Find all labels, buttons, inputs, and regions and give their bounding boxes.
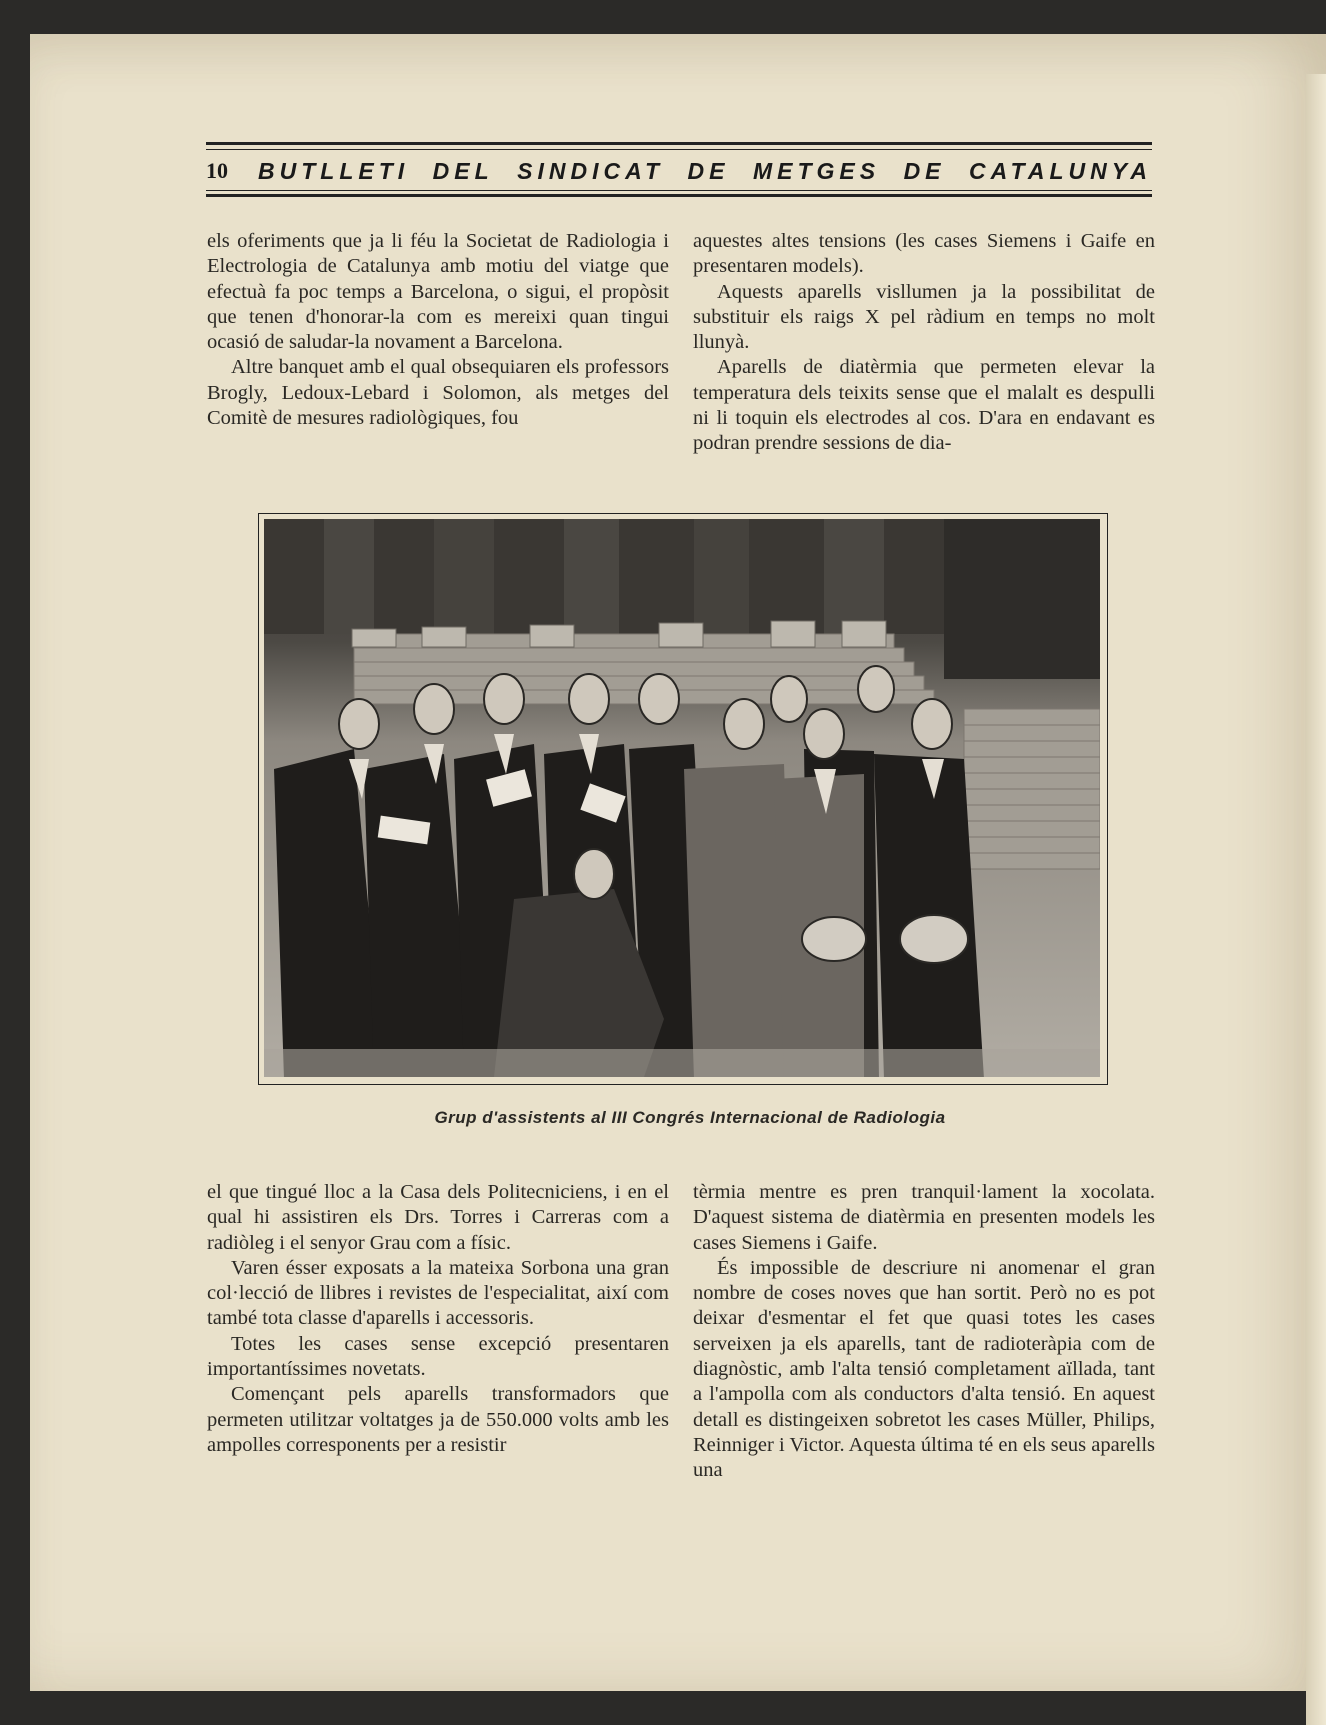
column-top-right <box>693 229 1155 457</box>
title-word: SINDICAT <box>517 157 665 184</box>
paragraph: Aparells de diatèrmia que permeten elevar la temperatura dels teixits sense que el malalt es despulli ni li toquin els electrodes al cos. D'ara en endavant es podran prendre sessions de dia- <box>693 356 1155 455</box>
header-rule <box>206 149 1152 150</box>
column-bottom-left <box>207 1180 669 1458</box>
page-number: 10 <box>206 158 228 183</box>
paragraph: Començant pels aparells transformadors que permeten utilitzar voltatges ja de 550.000 volts amb les ampolles corresponents per a resistir <box>207 1383 669 1456</box>
running-header <box>206 142 1152 200</box>
photo-caption: Grup d'assistents al III Congrés Internacional de Radiologia <box>434 1108 946 1127</box>
paragraph: Varen ésser exposats a la mateixa Sorbona una gran col·lecció de llibres i revistes de l'especialitat, així com també tota classe d'aparells i accessoris. <box>207 1256 669 1330</box>
paragraph: Totes les cases sense excepció presentaren importantíssimes novetats. <box>207 1332 669 1381</box>
column-bottom-right <box>693 1180 1155 1484</box>
paragraph: Altre banquet amb el qual obsequiaren els professors Brogly, Ledoux-Lebard i Solomon, als metges del Comitè de mesures radiològiques, fou <box>207 356 669 430</box>
journal-title <box>258 158 1152 185</box>
title-word: BUTLLETI <box>258 157 410 184</box>
column-top-left <box>207 229 669 431</box>
group-photograph <box>264 519 1100 1077</box>
page-edge <box>1306 74 1326 1725</box>
photo-frame <box>258 513 1108 1085</box>
title-word: DE <box>903 157 946 184</box>
header-rule <box>206 190 1152 191</box>
paragraph: el que tingué lloc a la Casa dels Politecniciens, i en el qual hi assistiren els Drs. Torres i Carreras com a radiòleg i el senyor Grau com a físic. <box>207 1181 669 1254</box>
header-rule <box>206 194 1152 197</box>
paragraph: els oferiments que ja li féu la Societat de Radiologia i Electrologia de Catalunya amb motiu del viatge que efectuà fa poc temps a Barcelona, o sigui, el propòsit que tenen d'honorar-la com es mereixi quan tingui ocasió de saludar-la novament a Barcelona. <box>207 230 669 354</box>
paragraph: tèrmia mentre es pren tranquil·lament la xocolata. D'aquest sistema de diatèrmia en presenten models les cases Siemens i Gaife. <box>693 1181 1155 1254</box>
title-word: DE <box>687 157 730 184</box>
title-word: CATALUNYA <box>969 157 1152 184</box>
paragraph: aquestes altes tensions (les cases Siemens i Gaife en presentaren models). <box>693 230 1155 278</box>
title-word: METGES <box>752 157 881 184</box>
header-rule <box>206 142 1152 145</box>
paragraph: Aquests aparells visllumen ja la possibilitat de substituir els raigs X pel ràdium en temps no molt llunyà. <box>693 280 1155 354</box>
paragraph: És impossible de descriure ni anomenar el gran nombre de coses noves que han sortit. Però no es pot deixar d'esmentar el fet que quasi totes les cases serveixen ja els aparells, tant de radioteràpia com de diagnòstic, amb l'alta tensió completament aïllada, tant a l'ampolla com als conductors d'alta tensió. En aquest detall es distingeixen sobretot les cases Müller, Philips, Reinniger i Victor. Aquesta última té en els seus aparells una <box>693 1256 1155 1482</box>
title-word: DEL <box>432 157 494 184</box>
